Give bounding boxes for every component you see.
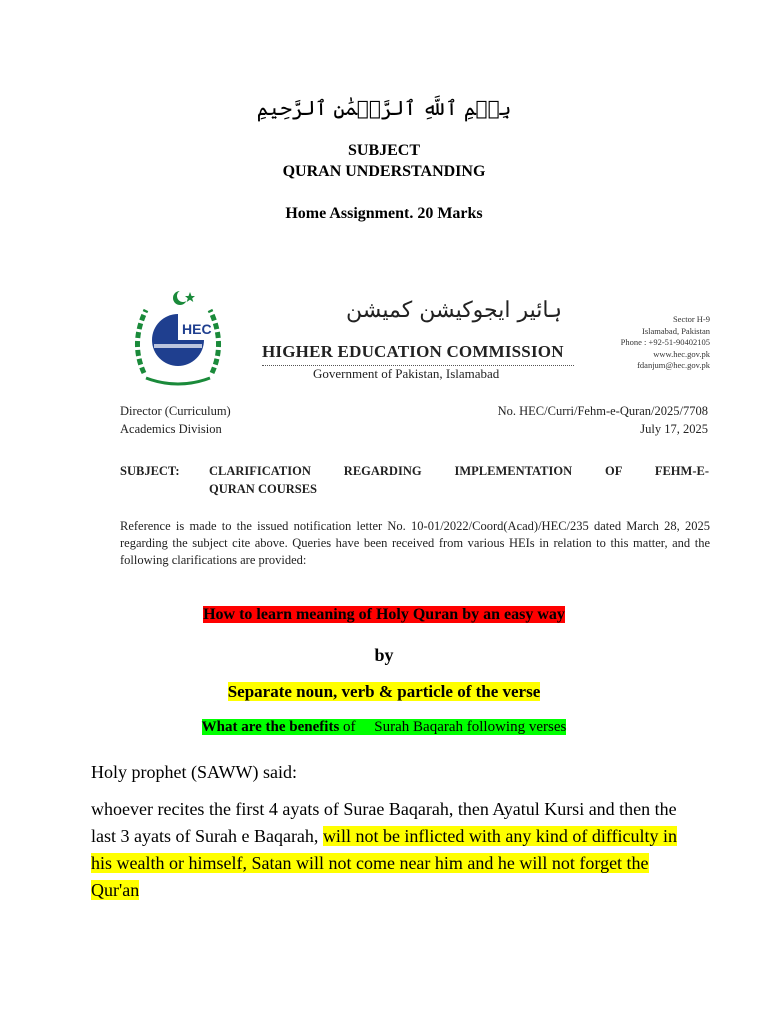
title-line-4 [0, 719, 768, 736]
title-line-3 [0, 682, 768, 702]
benefits-bold: What are the benefits [201, 719, 340, 735]
contact-line: Phone : +92-51-90402105 [620, 337, 710, 347]
from-line-2: Academics Division [120, 422, 222, 436]
hadith-paragraph [91, 796, 691, 904]
yellow-highlight: Separate noun, verb & particle of the verse [227, 682, 541, 701]
hadith-plain: whoever recites the first 4 ayats of Surae Baqarah, then Ayatul Kursi and then the last 3 ayats of Surah e Baqarah, [91, 799, 677, 846]
subject-name: QURAN UNDERSTANDING [282, 163, 486, 180]
title-line-2: by [374, 645, 394, 665]
hec-title: HIGHER EDUCATION COMMISSION [262, 342, 564, 361]
contact-line: fdanjum@hec.gov.pk [637, 360, 710, 370]
urdu-title: ہائیر ایجوکیشن کمیشن [346, 298, 562, 323]
benefits-rest: of Surah Baqarah following verses [339, 719, 567, 735]
contact-line: Sector H-9 [672, 314, 710, 324]
from-line-1: Director (Curriculum) [120, 404, 231, 418]
hec-letter-image [100, 280, 720, 580]
contact-line: www.hec.gov.pk [653, 348, 710, 359]
letter-subject-line-1: CLARIFICATION REGARDING IMPLEMENTATION OF FEHM-E- [209, 464, 709, 478]
letter-subject-label: SUBJECT: [120, 464, 180, 478]
letter-body: Reference is made to the issued notification letter No. 10-01/2022/Coord(Acad)/HEC/235 dated March 28, 2025 regarding the subject cite above. Queries have been received from various HEIs in relation to this matter, and the following clarifications are provided: [120, 519, 710, 567]
reference-number: No. HEC/Curri/Fehm-e-Quran/2025/7708 [497, 404, 708, 418]
assignment-line: Home Assignment. 20 Marks [285, 205, 483, 222]
red-highlight: How to learn meaning of Holy Quran by an easy way [203, 606, 565, 623]
svg-text:HEC: HEC [182, 321, 212, 337]
hec-subtitle: Government of Pakistan, Islamabad [313, 366, 500, 381]
letter-subject-line-2: QURAN COURSES [209, 482, 318, 496]
contact-line: Islamabad, Pakistan [642, 325, 710, 336]
green-highlight [202, 719, 567, 735]
subject-label: SUBJECT [347, 142, 421, 159]
title-line-1 [0, 606, 768, 624]
contact-block [621, 314, 710, 372]
hadith-intro: Holy prophet (SAWW) said: [91, 762, 298, 782]
hec-emblem-icon [124, 288, 232, 388]
basmala: بِسۡمِ ٱللَّهِ ٱلرَّحۡمَٰنِ ٱلرَّحِيمِ [256, 96, 512, 120]
letter-date: July 17, 2025 [640, 422, 708, 436]
hadith-highlight: will not be inflicted with any kind of difficulty in his wealth or himself, Satan will not come near him and he will not forget the Qur'an [91, 826, 678, 900]
